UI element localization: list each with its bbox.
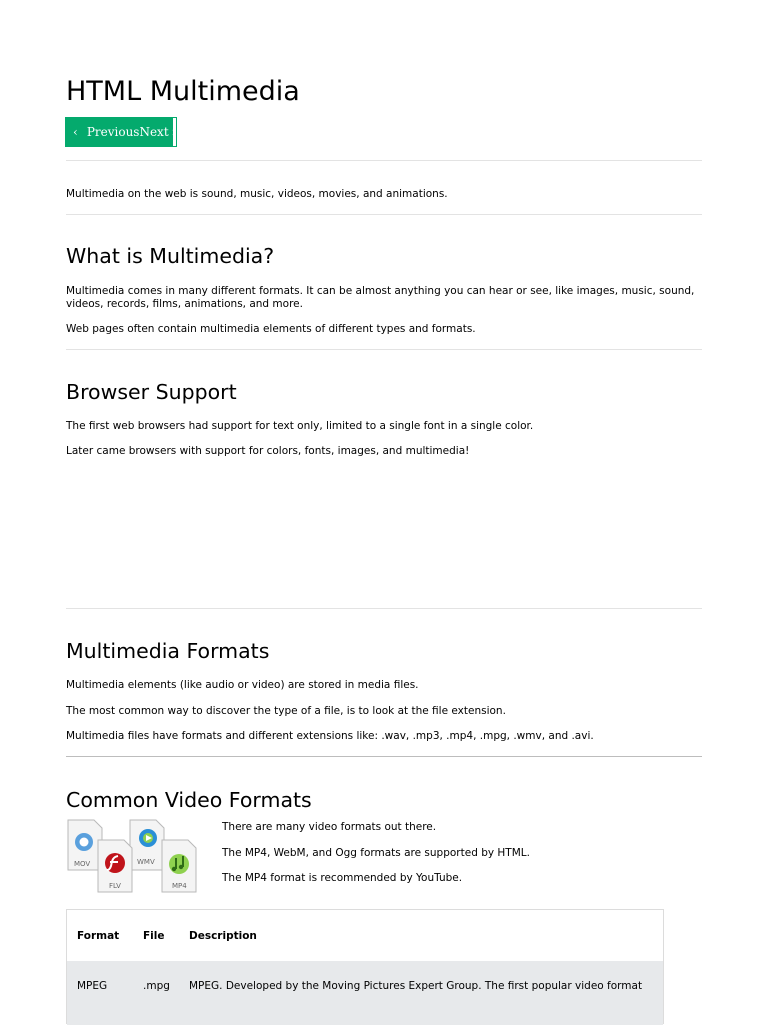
what-is-heading: What is Multimedia? <box>66 244 275 268</box>
video-formats-paragraph-2: The MP4, WebM, and Ogg formats are supported by HTML. <box>222 847 530 859</box>
mov-file-icon <box>68 820 102 870</box>
table-header-file: File <box>143 930 165 942</box>
table-header-row <box>67 910 663 961</box>
browser-support-paragraph-1: The first web browsers had support for text only, limited to a single font in a single color. <box>66 420 534 432</box>
video-formats-table <box>66 909 664 1024</box>
wmv-label: WMV <box>137 858 155 866</box>
prev-next-nav <box>66 118 176 146</box>
video-formats-paragraph-3: The MP4 format is recommended by YouTube. <box>222 872 463 884</box>
mp4-label: MP4 <box>172 882 187 890</box>
mov-label: MOV <box>74 860 91 868</box>
table-cell-format: MPEG <box>77 980 108 992</box>
what-is-paragraph-2: Web pages often contain multimedia elements of different types and formats. <box>66 323 476 335</box>
video-formats-heading: Common Video Formats <box>66 788 312 812</box>
previous-button[interactable]: Previous <box>86 125 140 139</box>
formats-paragraph-3: Multimedia files have formats and different extensions like: .wav, .mp3, .mp4, .mpg, .wmv, and .avi. <box>66 730 594 742</box>
divider <box>66 214 702 215</box>
page-title: HTML Multimedia <box>66 76 300 107</box>
wmv-file-icon <box>130 820 164 870</box>
divider <box>66 160 702 161</box>
formats-paragraph-1: Multimedia elements (like audio or video) are stored in media files. <box>66 679 419 691</box>
divider <box>66 756 702 757</box>
next-button[interactable]: Next <box>139 125 169 139</box>
formats-paragraph-2: The most common way to discover the type of a file, is to look at the file extension. <box>66 705 506 717</box>
flv-file-icon <box>98 840 132 892</box>
browser-support-heading: Browser Support <box>66 380 237 404</box>
table-row <box>67 961 663 1025</box>
intro-text: Multimedia on the web is sound, music, videos, movies, and animations. <box>66 188 448 200</box>
video-format-icons <box>66 818 201 898</box>
video-formats-paragraph-1: There are many video formats out there. <box>222 821 437 833</box>
table-cell-description: MPEG. Developed by the Moving Pictures Expert Group. The first popular video format <box>189 980 643 992</box>
table-header-format: Format <box>77 930 120 942</box>
browser-support-paragraph-2: Later came browsers with support for colors, fonts, images, and multimedia! <box>66 445 470 457</box>
table-header-description: Description <box>189 930 257 942</box>
chevron-right-icon[interactable]: › <box>171 125 177 139</box>
mp4-file-icon <box>162 840 196 892</box>
divider <box>66 349 702 350</box>
flv-label: FLV <box>109 882 121 890</box>
chevron-left-icon[interactable]: ‹ <box>73 125 78 139</box>
divider <box>66 608 702 609</box>
what-is-paragraph-1: Multimedia comes in many different formats. It can be almost anything you can hear or see, like images, music, sound, videos, records, films, animations, and more. <box>66 285 695 310</box>
table-cell-file: .mpg <box>143 980 170 992</box>
formats-heading: Multimedia Formats <box>66 639 270 663</box>
